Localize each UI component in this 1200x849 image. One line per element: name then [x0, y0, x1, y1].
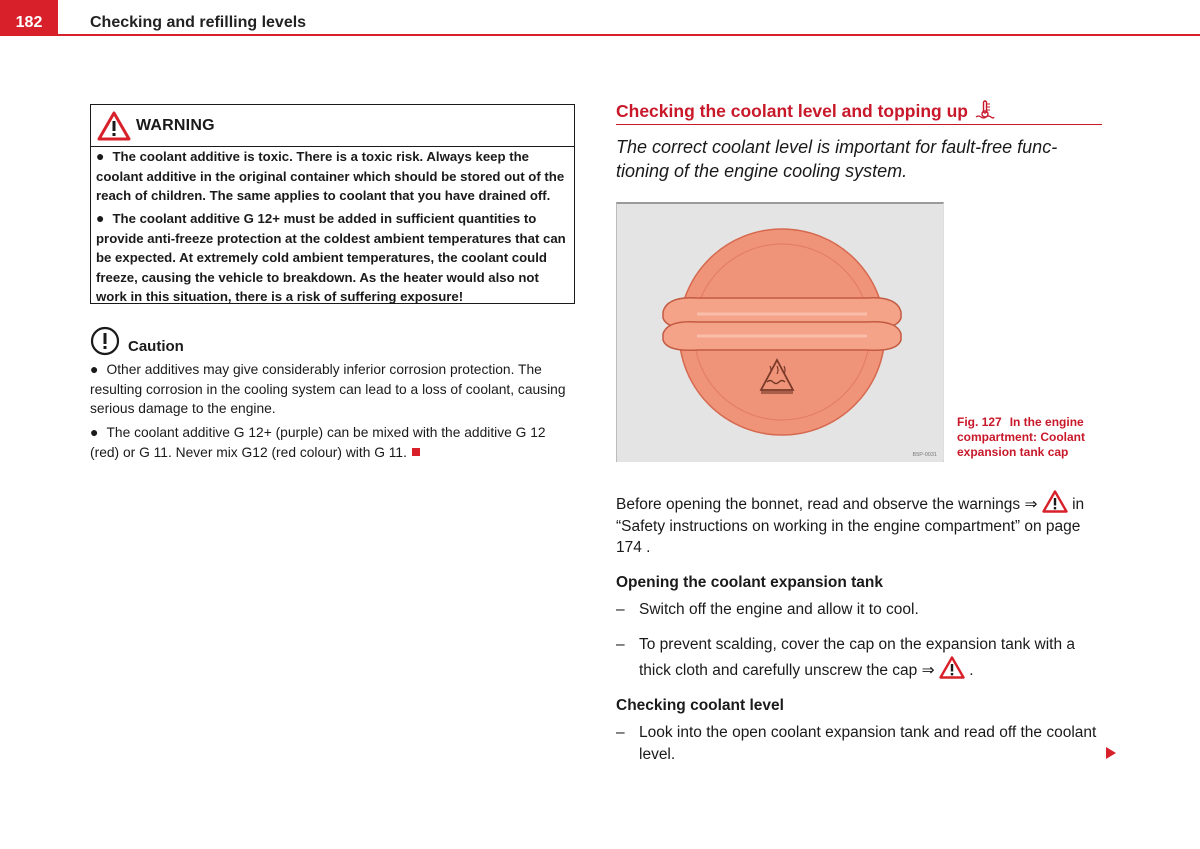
section-title: Checking the coolant level and topping up [616, 100, 996, 122]
section-end-mark [412, 448, 420, 456]
step-item: – To prevent scalding, cover the cap on the expansion tank with a thick cloth and carefully unscrew the cap ⇒ . [616, 636, 1075, 679]
before-opening-paragraph: Before opening the bonnet, read and observe the warnings ⇒ in “Safety instructions on working in the engine compartment” on page 174 . [616, 490, 1106, 559]
bullet: ● [90, 361, 99, 377]
next-page-arrow-icon[interactable] [1105, 746, 1117, 760]
bullet: ● [96, 148, 105, 164]
header-rule [58, 34, 1200, 36]
step-item: – Look into the open coolant expansion tank and read off the coolant level. [616, 724, 1097, 763]
bullet: ● [96, 210, 105, 226]
figure-code: B5P-0031 [912, 452, 937, 458]
caution-item: ● The coolant additive G 12+ (purple) can be mixed with the additive G 12 (red) or G 11. Never mix G12 (red colour) with G 11. [90, 424, 546, 460]
warning-item: ● The coolant additive is toxic. There is a toxic risk. Always keep the coolant additive in the original container which should be stored out of the reach of children. The same applies to coolant that you have drained off. [96, 148, 565, 203]
checking-level-heading: Checking coolant level [616, 697, 784, 714]
section-intro: The correct coolant level is important for fault-free func-tioning of the engine cooling system. [616, 137, 1058, 181]
opening-tank-heading: Opening the coolant expansion tank [616, 574, 883, 591]
warning-header [91, 105, 574, 147]
figure-caption: Fig. 127 In the engine compartment: Coolant expansion tank cap [957, 415, 1086, 459]
caution-title: Caution [128, 338, 184, 355]
figure-coolant-cap [616, 202, 944, 462]
warning-box [90, 104, 575, 304]
warning-title: WARNING [136, 117, 215, 134]
warning-triangle-icon [97, 111, 131, 141]
bullet: ● [90, 424, 99, 440]
caution-exclamation-icon [90, 326, 120, 356]
section-rule [616, 124, 1102, 125]
coolant-cap-illustration [617, 204, 943, 462]
coolant-temperature-icon [974, 100, 996, 120]
page-number: 182 [0, 0, 58, 36]
figure-number: Fig. 127 [957, 415, 1002, 429]
running-head: Checking and refilling levels [90, 14, 307, 31]
caution-item: ● Other additives may give considerably inferior corrosion protection. The resulting corrosion in the cooling system can lead to a loss of coolant, causing serious damage to the engine. [90, 361, 566, 416]
step-item: – Switch off the engine and allow it to cool. [616, 601, 919, 618]
warning-item: ● The coolant additive G 12+ must be added in sufficient quantities to provide anti-freeze protection at the coldest ambient temperatures that can be expected. At extremely cold ambient temperatures, the coolant could freeze, causing the vehicle to breakdown. As the heater would also not work in this situation, there is a risk of suffering exposure! [96, 210, 566, 304]
warning-triangle-icon [1042, 490, 1068, 513]
warning-triangle-icon [939, 656, 965, 679]
